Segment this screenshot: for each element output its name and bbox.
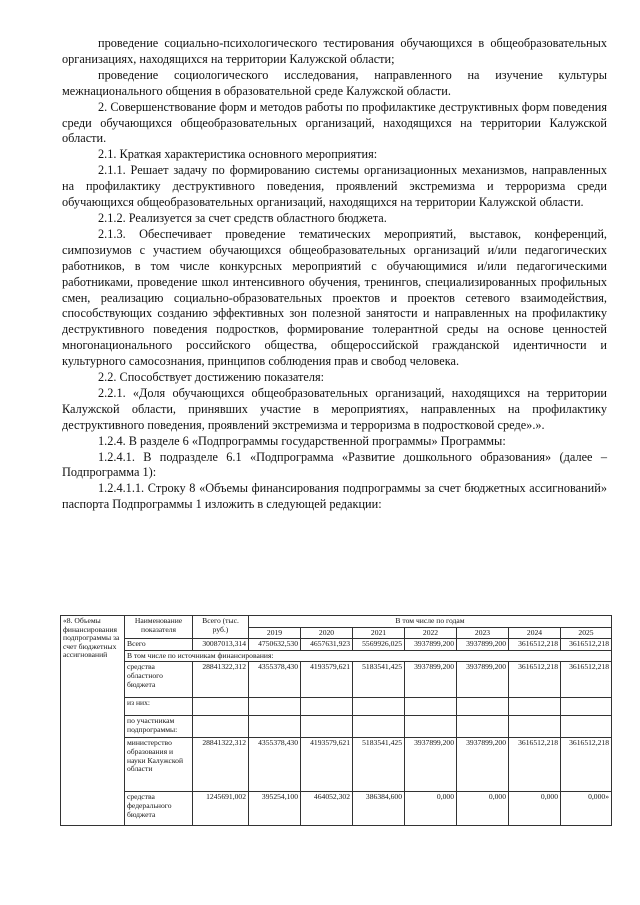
- paragraph: 1.2.4.1. В подразделе 6.1 «Подпрограмма «Развитие дошкольного образования» (далее – Подпрограмма 1):: [62, 449, 607, 480]
- cell-total: 28841322,312: [193, 662, 249, 698]
- cell-value: 3616512,218: [509, 639, 561, 651]
- year-header: 2019: [249, 627, 301, 639]
- table-row: [61, 738, 612, 792]
- cell-value: 4355378,430: [249, 738, 301, 792]
- row-label: по участникам подпрограммы:: [125, 716, 193, 738]
- cell-value: 5183541,425: [353, 662, 405, 698]
- table-row: [61, 639, 612, 651]
- year-header: 2020: [301, 627, 353, 639]
- cell-value: 3937899,200: [405, 738, 457, 792]
- cell-value: 3616512,218: [561, 738, 612, 792]
- year-header: 2021: [353, 627, 405, 639]
- cell-value: 3937899,200: [457, 738, 509, 792]
- cell-total: 1245691,002: [193, 792, 249, 826]
- cell-value: 3616512,218: [509, 738, 561, 792]
- row-label-cell: «8. Объемы финансирования подпрограммы за счет бюджетных ассигнований: [61, 616, 125, 826]
- paragraph: 2. Совершенствование форм и методов работы по профилактике деструктивных форм поведения среди обучающихся общеобразовательных организаций, находящихся на территории Калужской области.: [62, 99, 607, 146]
- paragraph: 2.1.2. Реализуется за счет средств областного бюджета.: [98, 210, 387, 225]
- paragraph: 1.2.4.1.1. Строку 8 «Объемы финансирования подпрограммы за счет бюджетных ассигнований» паспорта Подпрограммы 1 изложить в следующей редакции:: [62, 481, 607, 512]
- year-header: 2022: [405, 627, 457, 639]
- cell-value: 0,000: [509, 792, 561, 826]
- cell-total: 30087013,314: [193, 639, 249, 651]
- paragraph: 2.1.3. Обеспечивает проведение тематических мероприятий, выставок, конференций, симпозиумов с участием обучающихся общеобразовательных организаций и/или педагогических работников, в том числе конкурсных мероприятий с обучающимися и/или педагогическими работниками, проведение школ интенсивного обучения, тренингов, специализированных профильных смен, реализацию социально-образовательных проектов и проектов сетевого взаимодействия, способствующих созданию эффективных зон полезной занятости и направленных на профилактику деструктивного поведения подростков, формирование толерантной среды на основе ценностей многонационального российского общества, общероссийской гражданской идентичности и культурного самосознания, принципов соблюдения прав и свобод человека.: [62, 226, 607, 369]
- body-text: [62, 36, 607, 513]
- cell-value: 3937899,200: [405, 662, 457, 698]
- row-label: средства федерального бюджета: [125, 792, 193, 826]
- cell-value: 4355378,430: [249, 662, 301, 698]
- year-header: 2025: [561, 627, 612, 639]
- cell-value: 0,000: [405, 792, 457, 826]
- paragraph: 2.1. Краткая характеристика основного мероприятия:: [98, 147, 378, 162]
- cell-value: 3937899,200: [405, 639, 457, 651]
- financing-table: [60, 615, 612, 826]
- cell-value: 3937899,200: [457, 662, 509, 698]
- cell-value: 3616512,218: [561, 639, 612, 651]
- col-header-total: Всего (тыс. руб.): [193, 616, 249, 639]
- cell-value: 5183541,425: [353, 738, 405, 792]
- cell-value: 3616512,218: [509, 662, 561, 698]
- col-header-name: Наименование показателя: [125, 616, 193, 639]
- table-row: [61, 716, 612, 738]
- sources-label: В том числе по источникам финансирования:: [125, 650, 612, 662]
- row-label: Всего: [125, 639, 193, 651]
- cell-value: 4193579,621: [301, 662, 353, 698]
- paragraph: проведение социально-психологического тестирования обучающихся в общеобразовательных организациях, находящихся на территории Калужской области;: [62, 36, 607, 66]
- table-row: [61, 792, 612, 826]
- paragraph: 2.2. Способствует достижению показателя:: [98, 370, 325, 385]
- col-header-years: В том числе по годам: [249, 616, 612, 628]
- row-label: из них:: [125, 698, 193, 716]
- cell-value: 0,000»: [561, 792, 612, 826]
- cell-value: 395254,100: [249, 792, 301, 826]
- cell-total: 28841322,312: [193, 738, 249, 792]
- paragraph: 1.2.4. В разделе 6 «Подпрограммы государственной программы» Программы:: [98, 433, 506, 448]
- cell-value: 464052,302: [301, 792, 353, 826]
- paragraph: проведение социологического исследования, направленного на изучение культуры межнационального общения в образовательной среде Калужской области.: [62, 67, 607, 98]
- table-row: [61, 650, 612, 662]
- cell-value: 5569926,025: [353, 639, 405, 651]
- cell-value: 386384,600: [353, 792, 405, 826]
- cell-value: 3937899,200: [457, 639, 509, 651]
- year-header: 2024: [509, 627, 561, 639]
- cell-value: 4657631,923: [301, 639, 353, 651]
- cell-value: 4193579,621: [301, 738, 353, 792]
- table-row: [61, 662, 612, 698]
- cell-value: 0,000: [457, 792, 509, 826]
- year-header: 2023: [457, 627, 509, 639]
- row-label: средства областного бюджета: [125, 662, 193, 698]
- row-label: министерство образования и науки Калужской области: [125, 738, 193, 792]
- table-row: [61, 698, 612, 716]
- paragraph: 2.2.1. «Доля обучающихся общеобразовательных организаций, находящихся на территории Калужской области, принявших участие в мероприятиях, направленных на профилактику деструктивного поведения, проявлений экстремизма и терроризма в подростковой среде».».: [62, 385, 607, 432]
- cell-value: 4750632,530: [249, 639, 301, 651]
- cell-value: 3616512,218: [561, 662, 612, 698]
- paragraph: 2.1.1. Решает задачу по формированию системы организационных механизмов, направленных на профилактику деструктивного поведения, проявлений экстремизма и терроризма среди обучающихся общеобразовательных организаций, находящихся на территории Калужской области.: [62, 163, 607, 210]
